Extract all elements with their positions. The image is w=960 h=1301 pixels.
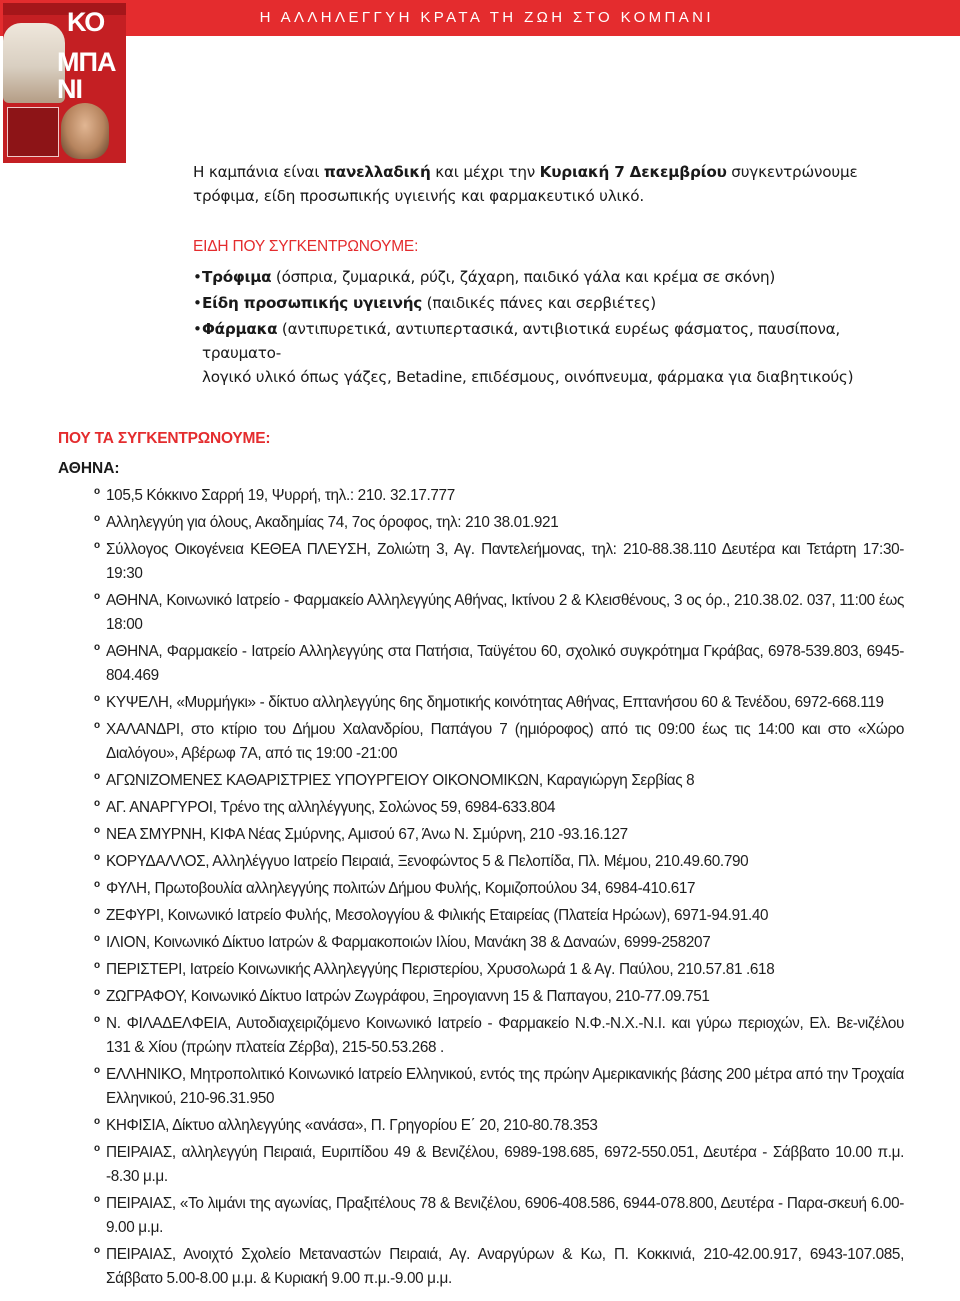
list-item — [96, 1012, 904, 1060]
bullet-marker-icon: o — [94, 486, 100, 497]
location-text: ΝΕΑ ΣΜΥΡΝΗ, ΚΙΦΑ Νέας Σμύρνης, Αμισού 67, Άνω Ν. Σμύρνη, 210 -93.16.127 — [106, 826, 628, 843]
location-text: ΑΓ. ΑΝΑΡΓΥΡΟΙ, Τρένο της αλληλέγγυης, Σολώνος 59, 6984-633.804 — [106, 799, 556, 816]
bullet-marker-icon: o — [94, 720, 100, 731]
list-item — [96, 1063, 904, 1111]
location-text: ΑΘΗΝΑ, Κοινωνικό Ιατρείο - Φαρμακείο Αλληλεγγύης Αθήνας, Ικτίνου 2 & Κλεισθένους, 3 ος όρ., 210.38.02. 037, 11:00 έως 18:00 — [106, 592, 904, 633]
bullet-marker-icon: o — [94, 1194, 100, 1205]
list-item — [96, 958, 904, 982]
bullet-marker-icon: o — [94, 1065, 100, 1076]
location-text: ΧΑΛΑΝΔΡΙ, στο κτίριο του Δήμου Χαλανδρίου, Παπάγου 7 (ημιόροφος) από τις 09:00 έως τις 14:00 και στο «Χώρο Διαλόγου», Αβέρωφ 7Α, από τις 19:00 -21:00 — [106, 721, 904, 762]
bullet-marker-icon: o — [94, 513, 100, 524]
intro-text-3: συγκεντρώνουμε τρόφιμα, είδη προσωπικής υγιεινής και φαρμακευτικό υλικό. — [193, 163, 858, 205]
list-item — [96, 538, 904, 586]
city-heading: ΑΘΗΝΑ: — [58, 460, 120, 477]
intro-text-1: Η καμπάνια είναι — [193, 163, 324, 181]
bullet-marker-icon: o — [94, 987, 100, 998]
list-item — [96, 931, 904, 955]
bullet-marker-icon: o — [94, 693, 100, 704]
list-item — [96, 1192, 904, 1240]
list-item — [96, 1141, 904, 1189]
list-item — [193, 291, 913, 315]
poster-top-strip — [3, 3, 126, 15]
list-item — [96, 985, 904, 1009]
list-item — [193, 265, 913, 289]
campaign-poster-thumbnail — [3, 3, 126, 174]
poster-title-top: ΚΟ — [67, 7, 105, 37]
intro-paragraph — [193, 160, 923, 208]
location-text: ΠΕΙΡΑΙΑΣ, αλληλεγγύη Πειραιά, Ευριπίδου 49 & Βενιζέλου, 6989-198.685, 6972-550.051, Δευτέρα - Σάββατο 10.00 π.μ. -8.30 μ.μ. — [106, 1144, 904, 1185]
locations-list — [96, 484, 904, 1294]
location-text: ΠΕΙΡΑΙΑΣ, «Το λιμάνι της αγωνίας, Πραξιτέλους 78 & Βενιζέλου, 6906-408.586, 6944-078.800, Δευτέρα - Παρα-σκευή 6.00-9.00 μ.μ. — [106, 1195, 904, 1236]
intro-text-2: και μέχρι την — [430, 163, 540, 181]
location-text: ΑΘΗΝΑ, Φαρμακείο - Ιατρείο Αλληλεγγύης στα Πατήσια, Ταϋγέτου 60, σχολικό συγκρότημα Γκράβας, 6978-539.803, 6945-804.469 — [106, 643, 904, 684]
bullet-marker-icon: o — [94, 852, 100, 863]
bullet-text: (παιδικές πάνες και σερβιέτες) — [422, 294, 656, 312]
location-text: 105,5 Κόκκινο Σαρρή 19, Ψυρρή, τηλ.: 210. 32.17.777 — [106, 487, 455, 504]
intro-bold-date: Κυριακή 7 Δεκεμβρίου — [539, 163, 727, 181]
list-item — [96, 850, 904, 874]
bullet-marker-icon: o — [94, 1143, 100, 1154]
location-text: ΖΩΓΡΑΦΟΥ, Κοινωνικό Δίκτυο Ιατρών Ζωγράφου, Ξηρογιαννη 15 & Παπαγου, 210-77.09.751 — [106, 988, 710, 1005]
collect-heading: ΕΙΔΗ ΠΟΥ ΣΥΓΚΕΝΤΡΩΝΟΥΜΕ: — [193, 238, 419, 255]
bullet-marker-icon: o — [94, 1014, 100, 1025]
poster-text-box — [7, 107, 59, 157]
location-text: ΙΛΙΟΝ, Κοινωνικό Δίκτυο Ιατρών & Φαρμακοποιών Ιλίου, Μανάκη 38 & Δαναών, 6999-258207 — [106, 934, 711, 951]
poster-child-image — [61, 103, 109, 159]
location-text: ΚΥΨΕΛΗ, «Μυρμήγκι» - δίκτυο αλληλεγγύης 6ης δημοτικής κοινότητας Αθήνας, Επτανήσου 60 & Τενέδου, 6972-668.119 — [106, 694, 884, 711]
bullet-marker-icon: o — [94, 798, 100, 809]
banner-title: Η ΑΛΛΗΛΕΓΓΥΗ ΚΡΑΤΑ ΤΗ ΖΩΗ ΣΤΟ ΚΟΜΠΑΝΙ — [259, 9, 714, 26]
list-item — [96, 769, 904, 793]
location-text: ΠΕΙΡΑΙΑΣ, Ανοιχτό Σχολείο Μεταναστών Πειραιά, Αγ. Αναργύρων & Κω, Π. Κοκκινιά, 210-42.00.917, 6943-107.085, Σάββατο 5.00-8.00 μ.μ. & Κυριακή 9.00 π.μ.-9.00 μ.μ. — [106, 1246, 904, 1287]
location-text: Ν. ΦΙΛΑΔΕΛΦΕΙΑ, Αυτοδιαχειριζόμενο Κοινωνικό Ιατρείο - Φαρμακείο Ν.Φ.-Ν.Χ.-Ν.Ι. και γύρω περιοχών, Ελ. Βε-νιζέλου 131 & Χίου (πρώην πλατεία Ζέρβα), 215-50.53.268 . — [106, 1015, 904, 1056]
list-item — [96, 511, 904, 535]
header-banner — [0, 0, 960, 36]
list-item — [96, 484, 904, 508]
location-text: ΚΟΡΥΔΑΛΛΟΣ, Αλληλέγγυο Ιατρείο Πειραιά, Ξενοφώντος 5 & Πελοπίδα, Πλ. Μέμου, 210.49.60.790 — [106, 853, 749, 870]
bullet-marker-icon: o — [94, 960, 100, 971]
bullet-text: (αντιπυρετικά, αντιυπερτασικά, αντιβιοτικά ευρέως φάσματος, παυσίπονα, τραυματο- — [202, 320, 840, 362]
bullet-marker-icon: o — [94, 825, 100, 836]
list-item — [96, 796, 904, 820]
bullet-marker-icon: o — [94, 1116, 100, 1127]
bullet-label: Φάρμακα — [202, 320, 278, 338]
location-text: ΑΓΩΝΙΖΟΜΕΝΕΣ ΚΑΘΑΡΙΣΤΡΙΕΣ ΥΠΟΥΡΓΕΙΟΥ ΟΙΚΟΝΟΜΙΚΩΝ, Καραγιώργη Σερβίας 8 — [106, 772, 695, 789]
poster-title-bottom: ΜΠΑ ΝΙ — [57, 47, 116, 104]
bullet-label: Είδη προσωπικής υγιεινής — [202, 294, 423, 312]
list-item — [193, 317, 913, 389]
poster-footer-strip — [3, 163, 126, 174]
bullet-marker-icon: o — [94, 771, 100, 782]
bullet-marker-icon: o — [94, 1245, 100, 1256]
location-text: ΖΕΦΥΡΙ, Κοινωνικό Ιατρείο Φυλής, Μεσολογγίου & Φιλικής Εταιρείας (Πλατεία Ηρώων), 6971-94.91.40 — [106, 907, 769, 924]
intro-bold-nationwide: πανελλαδική — [323, 163, 431, 181]
location-text: Αλληλεγγύη για όλους, Ακαδημίας 74, 7ος όροφος, τηλ: 210 38.01.921 — [106, 514, 559, 531]
bullet-marker-icon: o — [94, 591, 100, 602]
bullet-dot: • — [193, 268, 202, 286]
list-item — [96, 877, 904, 901]
list-item — [96, 589, 904, 637]
list-item — [96, 1114, 904, 1138]
bullet-marker-icon: o — [94, 879, 100, 890]
bullet-dot: • — [193, 320, 202, 338]
poster-figure-illustration — [3, 23, 65, 103]
location-text: ΚΗΦΙΣΙΑ, Δίκτυο αλληλεγγύης «ανάσα», Π. Γρηγορίου Ε΄ 20, 210-80.78.353 — [106, 1117, 598, 1134]
list-item — [96, 640, 904, 688]
bullet-text-continued: λογικό υλικό όπως γάζες, Betadine, επιδέσμους, οινόπνευμα, φάρμακα για διαβητικούς) — [202, 368, 854, 386]
bullet-marker-icon: o — [94, 540, 100, 551]
bullet-marker-icon: o — [94, 906, 100, 917]
location-text: Σύλλογος Οικογένεια ΚΕΘΕΑ ΠΛΕΥΣΗ, Ζολιώτη 3, Αγ. Παντελεήμονας, τηλ: 210-88.38.110 Δευτέρα και Τετάρτη 17:30-19:30 — [106, 541, 904, 582]
list-item — [96, 718, 904, 766]
bullet-text: (όσπρια, ζυμαρικά, ρύζι, ζάχαρη, παιδικό γάλα και κρέμα σε σκόνη) — [271, 268, 776, 286]
list-item — [96, 823, 904, 847]
list-item — [96, 691, 904, 715]
list-item — [96, 1243, 904, 1291]
bullet-label: Τρόφιμα — [202, 268, 272, 286]
bullet-marker-icon: o — [94, 642, 100, 653]
list-item — [96, 904, 904, 928]
where-heading: ΠΟΥ ΤΑ ΣΥΓΚΕΝΤΡΩΝΟΥΜΕ: — [58, 430, 271, 447]
collected-items-list — [193, 265, 913, 391]
location-text: ΕΛΛΗΝΙΚΟ, Μητροπολιτικό Κοινωνικό Ιατρείο Ελληνικού, εντός της πρώην Αμερικανικής βάσης 200 μέτρα από την Τροχαία Ελληνικού, 210-96.31.950 — [106, 1066, 904, 1107]
bullet-dot: • — [193, 294, 202, 312]
location-text: ΠΕΡΙΣΤΕΡΙ, Ιατρείο Κοινωνικής Αλληλεγγύης Περιστερίου, Χρυσολωρά 1 & Αγ. Παύλου, 210.57.81 .618 — [106, 961, 775, 978]
location-text: ΦΥΛΗ, Πρωτοβουλία αλληλεγγύης πολιτών Δήμου Φυλής, Κομιζοπούλου 34, 6984-410.617 — [106, 880, 696, 897]
bullet-marker-icon: o — [94, 933, 100, 944]
